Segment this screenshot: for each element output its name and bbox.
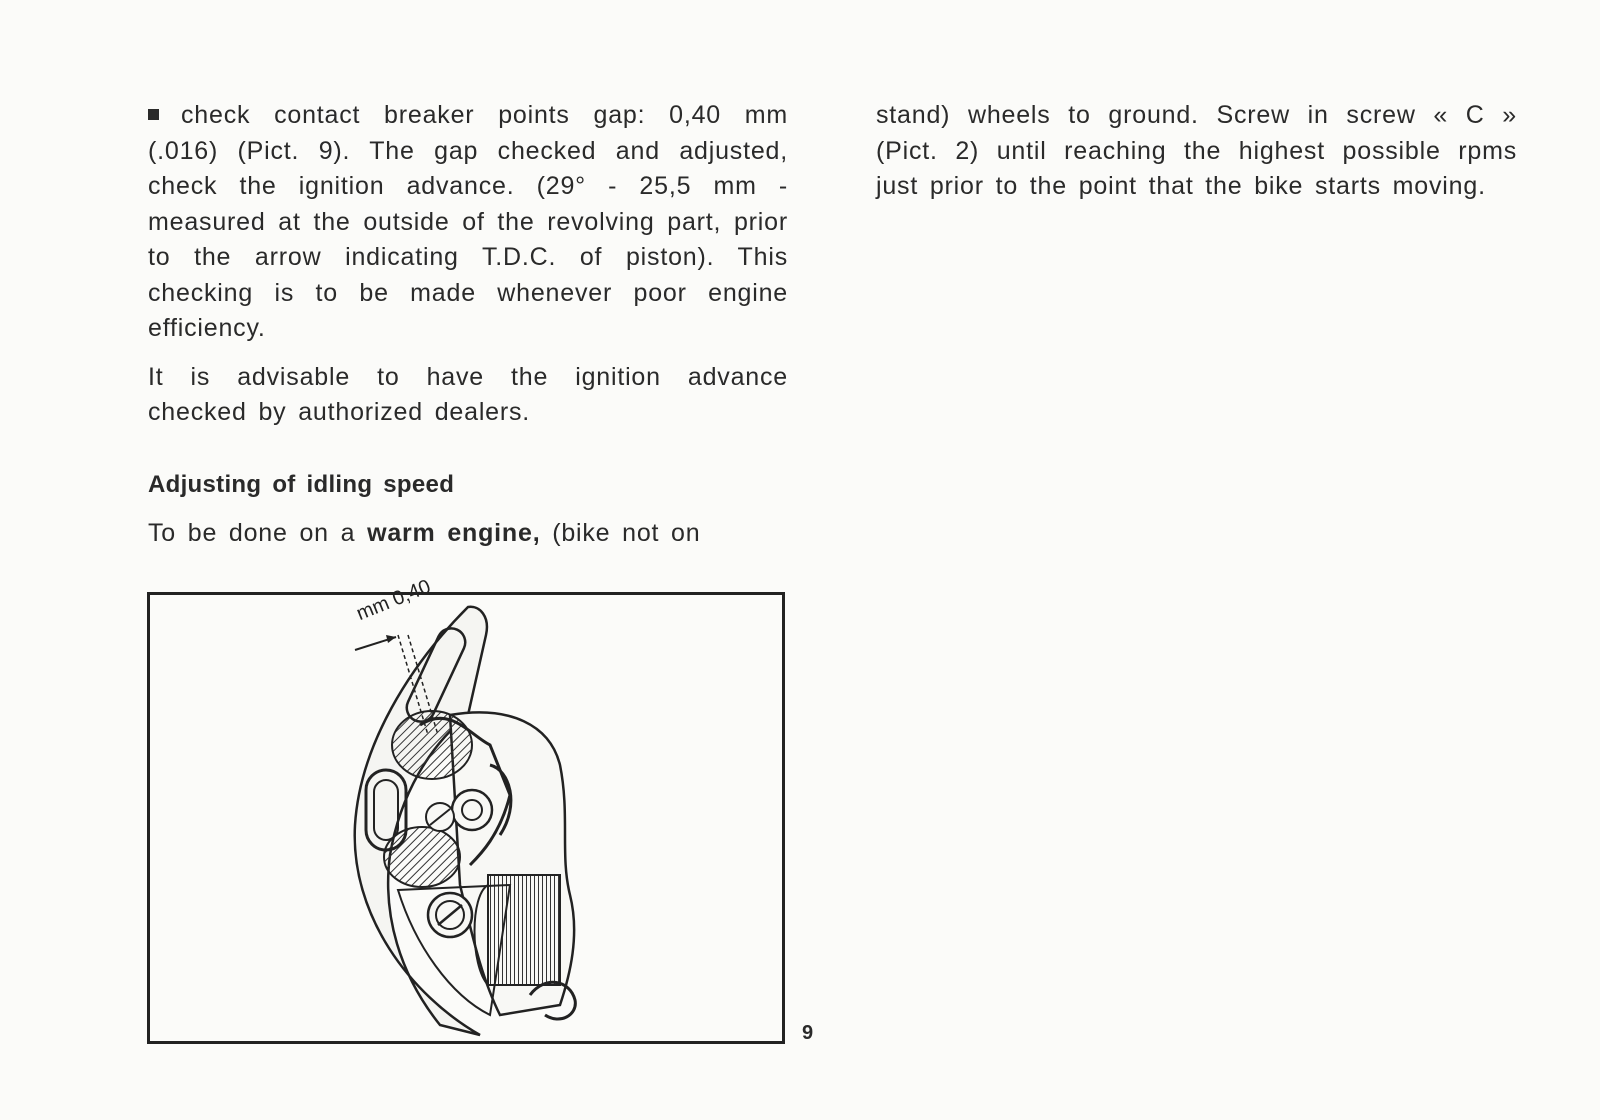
contact-breaker-figure — [147, 575, 785, 1044]
idling-speed-paragraph: To be done on a warm engine, (bike not on — [148, 519, 701, 547]
left-column — [148, 98, 788, 565]
bullet-icon — [148, 109, 159, 120]
section-heading: Adjusting of idling speed — [148, 470, 455, 498]
ignition-advance-paragraph: It is advisable to have the ignition advance checked by authorized dealers. — [148, 362, 788, 426]
contact-breaker-paragraph: check contact breaker points gap: 0,40 mm (.016) (Pict. 9). The gap checked and adjusted, check the ignition advance. (29° - 25,5 mm - measured at the outside of the revolving part, prior to the arrow indicating T.D.C. of piston). This checking is to be made whenever poor engine efficiency. — [148, 101, 788, 342]
page-number: 9 — [802, 1022, 814, 1044]
gap-measurement-label: mm 0,40 — [353, 575, 434, 626]
contact-breaker-illustration — [150, 595, 782, 1041]
idling-continuation-paragraph: stand) wheels to ground. Screw in screw « C » (Pict. 2) until reaching the highest possible rpms just prior to the point that the bike starts moving. — [876, 101, 1517, 200]
right-column — [876, 98, 1517, 218]
